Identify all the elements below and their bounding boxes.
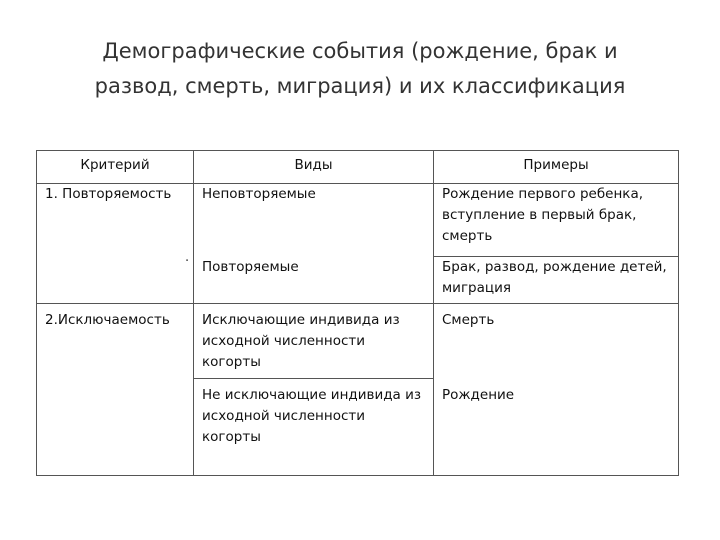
title-line-1: Демографические события (рождение, брак и xyxy=(102,39,618,63)
stray-dot-mark: . xyxy=(185,250,190,265)
criterion-cell xyxy=(37,257,194,304)
example-cell: Рождение xyxy=(434,379,679,476)
example-cell: Брак, развод, рождение детей, миграция xyxy=(434,257,679,304)
table-row xyxy=(37,379,679,476)
table-header-row xyxy=(37,151,679,184)
example-cell: Рождение первого ребенка, вступление в первый брак, смерть xyxy=(434,184,679,257)
type-cell: Повторяемые xyxy=(194,257,434,304)
criterion-cell xyxy=(37,379,194,476)
classification-table xyxy=(36,150,679,476)
table-row xyxy=(37,257,679,304)
table-row xyxy=(37,304,679,379)
header-criterion: Критерий xyxy=(37,151,194,184)
criterion-cell: 2.Исключаемость xyxy=(37,304,194,379)
type-cell: Не исключающие индивида из исходной численности когорты xyxy=(194,379,434,476)
type-cell: Неповторяемые xyxy=(194,184,434,257)
header-types: Виды xyxy=(194,151,434,184)
type-cell: Исключающие индивида из исходной численности когорты xyxy=(194,304,434,379)
slide-title xyxy=(40,34,680,104)
title-line-2: развод, смерть, миграция) и их классификация xyxy=(94,74,626,98)
table-row xyxy=(37,184,679,257)
criterion-cell: 1. Повторяемость xyxy=(37,184,194,257)
header-examples: Примеры xyxy=(434,151,679,184)
example-cell: Смерть xyxy=(434,304,679,379)
